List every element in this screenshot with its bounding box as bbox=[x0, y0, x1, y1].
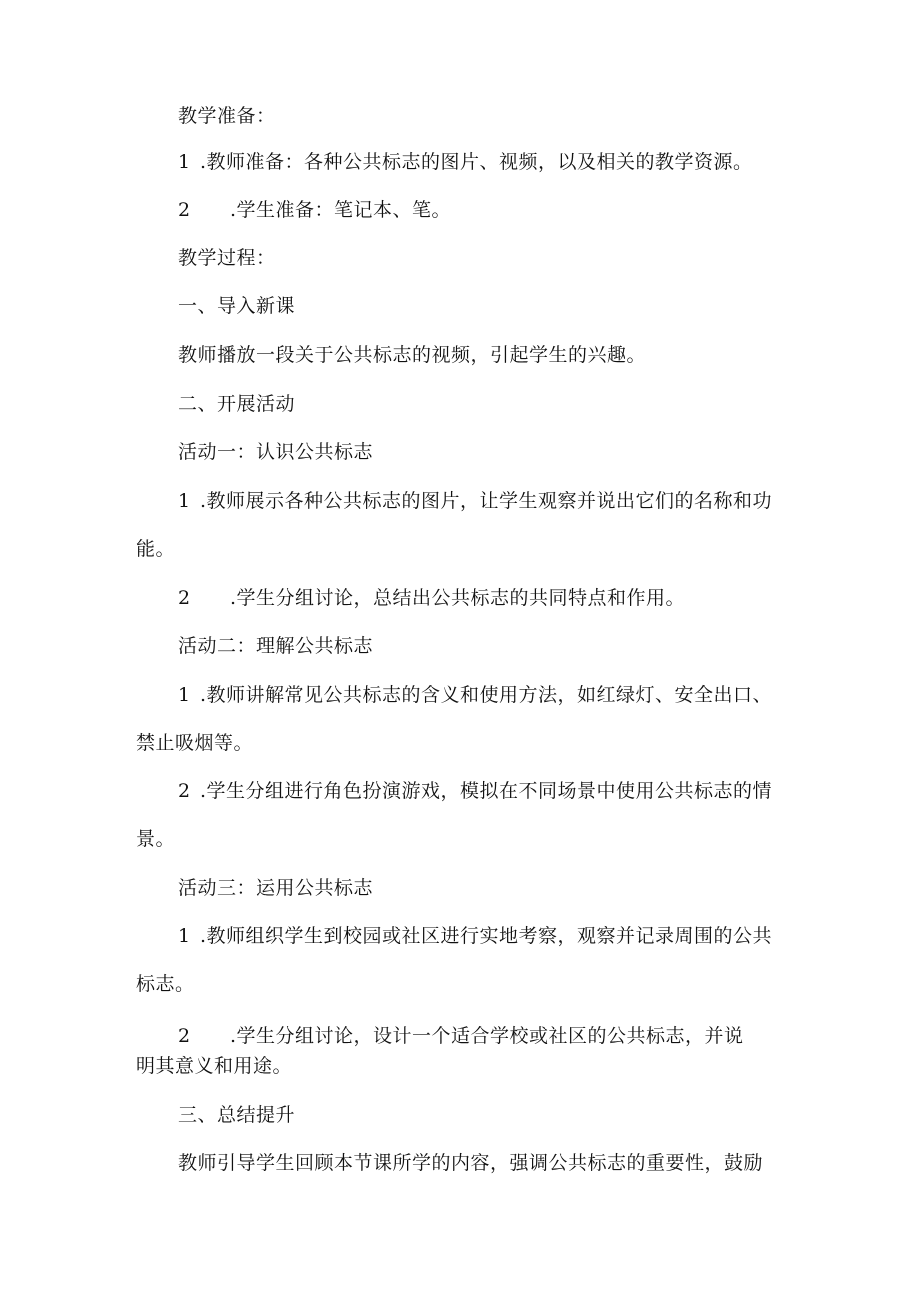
activity-2-item-2-line-2: 景。 bbox=[136, 828, 176, 850]
activity-1-title: 活动一：认识公共标志 bbox=[178, 441, 374, 463]
activity-3-item-1-text: .教师组织学生到校园或社区进行实地考察，观察并记录周围的公共 bbox=[200, 925, 773, 947]
activity-1-item-2-number: 2 bbox=[178, 587, 191, 609]
activity-1-item-1-number: 1 bbox=[178, 490, 191, 512]
activity-1-item-1-text: .教师展示各种公共标志的图片，让学生观察并说出它们的名称和功 bbox=[200, 490, 773, 512]
prep-item-2-number: 2 bbox=[178, 199, 191, 221]
activity-3-item-2-number: 2 bbox=[178, 1025, 191, 1047]
activity-2-item-1-line-2: 禁止吸烟等。 bbox=[136, 732, 254, 754]
activity-3-item-2-line-1 bbox=[178, 1024, 744, 1048]
activity-3-item-1-line-2: 标志。 bbox=[136, 973, 195, 995]
activity-2-item-1-text: .教师讲解常见公共标志的含义和使用方法，如红绿灯、安全出口、 bbox=[200, 684, 773, 706]
prep-item-1-number: 1 bbox=[178, 151, 191, 173]
section-2-title: 二、开展活动 bbox=[178, 393, 296, 415]
process-heading: 教学过程： bbox=[178, 247, 276, 269]
prep-item-1-text: .教师准备：各种公共标志的图片、视频，以及相关的教学资源。 bbox=[200, 151, 753, 173]
activity-2-item-1-number: 1 bbox=[178, 684, 191, 706]
prep-item-1 bbox=[178, 150, 753, 174]
activity-2-item-2-line-1 bbox=[178, 779, 772, 803]
prep-item-2 bbox=[178, 198, 451, 222]
activity-1-item-1-line-2: 能。 bbox=[136, 538, 176, 560]
activity-1-item-2 bbox=[178, 586, 685, 610]
activity-1-item-1-line-1 bbox=[178, 489, 772, 513]
section-1-text: 教师播放一段关于公共标志的视频，引起学生的兴趣。 bbox=[178, 344, 647, 366]
prep-heading: 教学准备： bbox=[178, 105, 276, 127]
activity-3-item-2-text: .学生分组讨论，设计一个适合学校或社区的公共标志，并说 bbox=[230, 1025, 744, 1047]
activity-1-item-2-text: .学生分组讨论，总结出公共标志的共同特点和作用。 bbox=[230, 587, 686, 609]
activity-2-item-1-line-1 bbox=[178, 683, 772, 707]
activity-3-item-2-line-2: 明其意义和用途。 bbox=[136, 1055, 293, 1077]
activity-2-item-2-number: 2 bbox=[178, 780, 191, 802]
section-3-title: 三、总结提升 bbox=[178, 1104, 296, 1126]
prep-item-2-text: .学生准备：笔记本、笔。 bbox=[230, 199, 452, 221]
activity-3-title: 活动三：运用公共标志 bbox=[178, 877, 374, 899]
section-1-title: 一、导入新课 bbox=[178, 295, 296, 317]
activity-2-item-2-text: .学生分组进行角色扮演游戏，模拟在不同场景中使用公共标志的情 bbox=[200, 780, 773, 802]
section-3-text: 教师引导学生回顾本节课所学的内容，强调公共标志的重要性，鼓励 bbox=[178, 1152, 764, 1174]
activity-3-item-1-number: 1 bbox=[178, 925, 191, 947]
activity-3-item-1-line-1 bbox=[178, 924, 772, 948]
activity-2-title: 活动二：理解公共标志 bbox=[178, 635, 374, 657]
